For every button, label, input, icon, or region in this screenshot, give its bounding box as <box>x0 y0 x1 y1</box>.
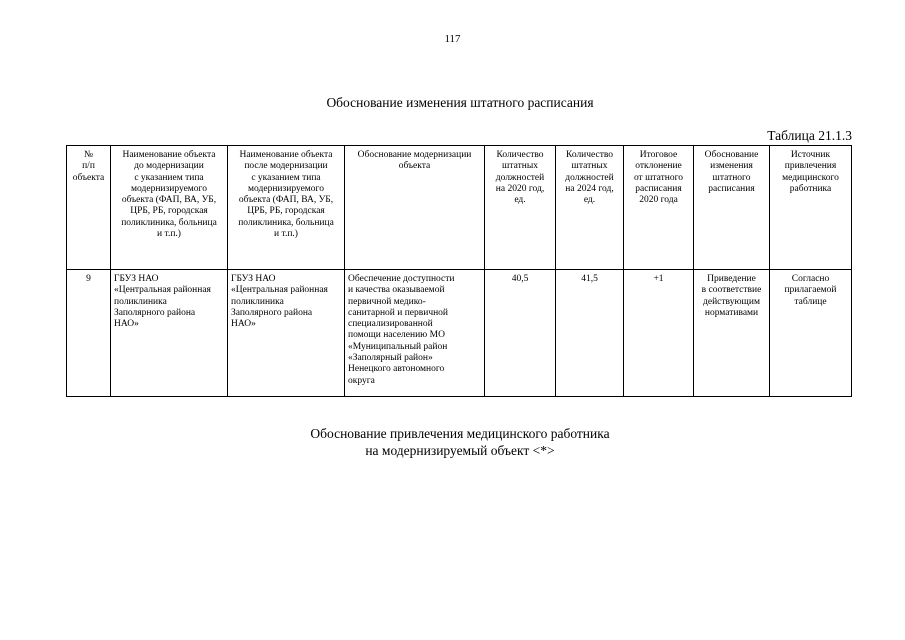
header-object-before: Наименование объекта до модернизации с указанием типа модернизируемого объекта (ФАП, ВА, УБ, ЦРБ, РБ, городская поликлиника, больница и т.п.) <box>111 146 228 270</box>
cell-change-reason: Приведение в соответствие действующим нормативами <box>694 270 770 397</box>
cell-staff-2020: 40,5 <box>485 270 556 397</box>
header-justification: Обоснование модернизации объекта <box>345 146 485 270</box>
cell-object-after: ГБУЗ НАО «Центральная районная поликлиника Заполярного района НАО» <box>228 270 345 397</box>
header-deviation: Итоговое отклонение от штатного расписания 2020 года <box>624 146 694 270</box>
cell-source: Согласно прилагаемой таблице <box>770 270 852 397</box>
cell-staff-2024: 41,5 <box>556 270 624 397</box>
bottom-title-line-1: Обоснование привлечения медицинского работника <box>310 426 610 441</box>
table-body <box>67 270 852 397</box>
header-source: Источник привлечения медицинского работника <box>770 146 852 270</box>
staffing-table <box>66 145 852 397</box>
page-number: 117 <box>444 33 461 45</box>
bottom-title-line-2: на модернизируемый объект <*> <box>365 443 555 458</box>
cell-justification: Обеспечение доступности и качества оказываемой первичной медико- санитарной и первичной специализированной помощи населению МО «Муниципальный район «Заполярный район» Ненецкого автономного округа <box>345 270 485 397</box>
header-object-number: № п/п объекта <box>67 146 111 270</box>
table-caption: Таблица 21.1.3 <box>767 128 852 143</box>
cell-object-before: ГБУЗ НАО «Центральная районная поликлиника Заполярного района НАО» <box>111 270 228 397</box>
header-staff-2024: Количество штатных должностей на 2024 год, ед. <box>556 146 624 270</box>
cell-object-number: 9 <box>67 270 111 397</box>
section-title: Обоснование изменения штатного расписания <box>326 95 594 110</box>
table-row <box>67 270 852 397</box>
table-header-row <box>67 146 852 270</box>
cell-deviation: +1 <box>624 270 694 397</box>
header-staff-2020: Количество штатных должностей на 2020 год, ед. <box>485 146 556 270</box>
bottom-title <box>0 425 905 459</box>
header-change-reason: Обоснование изменения штатного расписания <box>694 146 770 270</box>
header-object-after: Наименование объекта после модернизации с указанием типа модернизируемого объекта (ФАП, ВА, УБ, ЦРБ, РБ, городская поликлиника, больница и т.п.) <box>228 146 345 270</box>
